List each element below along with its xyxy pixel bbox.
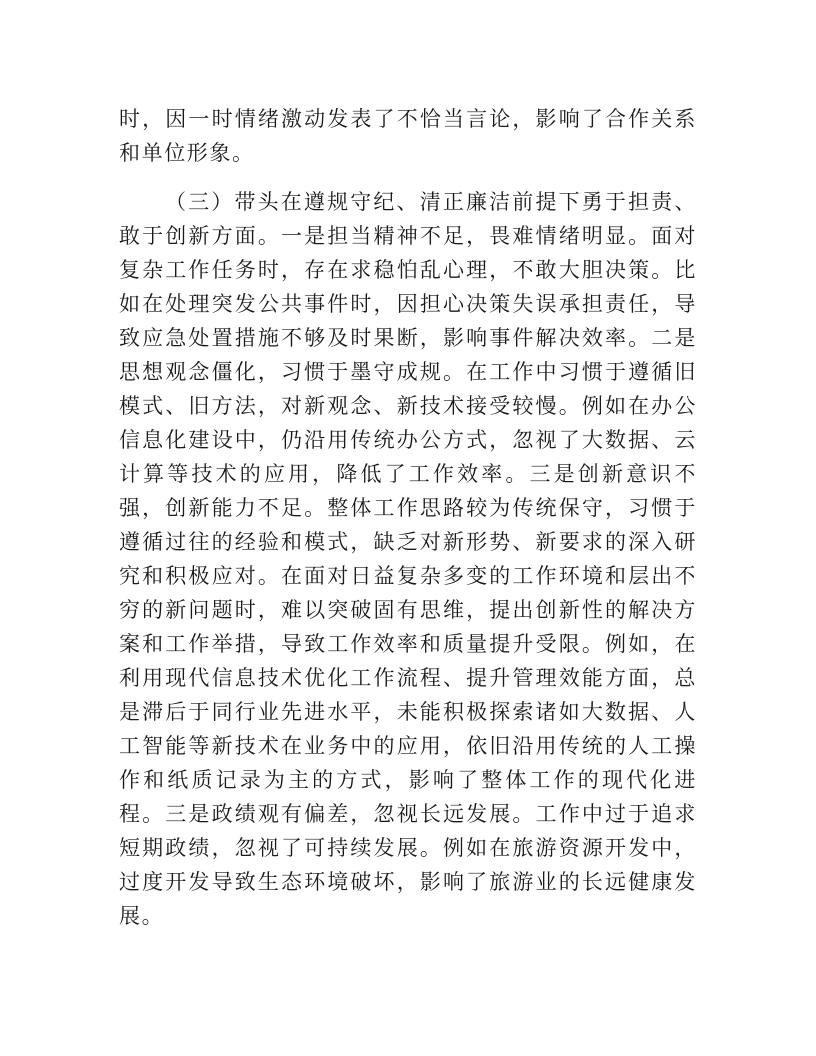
- paragraph-continuation: [119, 102, 697, 170]
- paragraph-text: 时，因一时情绪激动发表了不恰当言论，影响了合作关系和单位形象。: [119, 107, 697, 165]
- paragraph-section-three: [119, 185, 697, 933]
- paragraph-text: （三）带头在遵规守纪、清正廉洁前提下勇于担责、敢于创新方面。一是担当精神不足，畏难情绪明显。面对复杂工作任务时，存在求稳怕乱心理，不敢大胆决策。比如在处理突发公共事件时，因担心决策失误承担责任，导致应急处置措施不够及时果断，影响事件解决效率。二是思想观念僵化，习惯于墨守成规。在工作中习惯于遵循旧模式、旧方法，对新观念、新技术接受较慢。例如在办公信息化建设中，仍沿用传统办公方式，忽视了大数据、云计算等技术的应用，降低了工作效率。三是创新意识不强，创新能力不足。整体工作思路较为传统保守，习惯于遵循过往的经验和模式，缺乏对新形势、新要求的深入研究和积极应对。在面对日益复杂多变的工作环境和层出不穷的新问题时，难以突破固有思维，提出创新性的解决方案和工作举措，导致工作效率和质量提升受限。例如，在利用现代信息技术优化工作流程、提升管理效能方面，总是滞后于同行业先进水平，未能积极探索诸如大数据、人工智能等新技术在业务中的应用，依旧沿用传统的人工操作和纸质记录为主的方式，影响了整体工作的现代化进程。三是政绩观有偏差，忽视长远发展。工作中过于追求短期政绩，忽视了可持续发展。例如在旅游资源开发中，过度开发导致生态环境破坏，影响了旅游业的长远健康发展。: [119, 190, 697, 928]
